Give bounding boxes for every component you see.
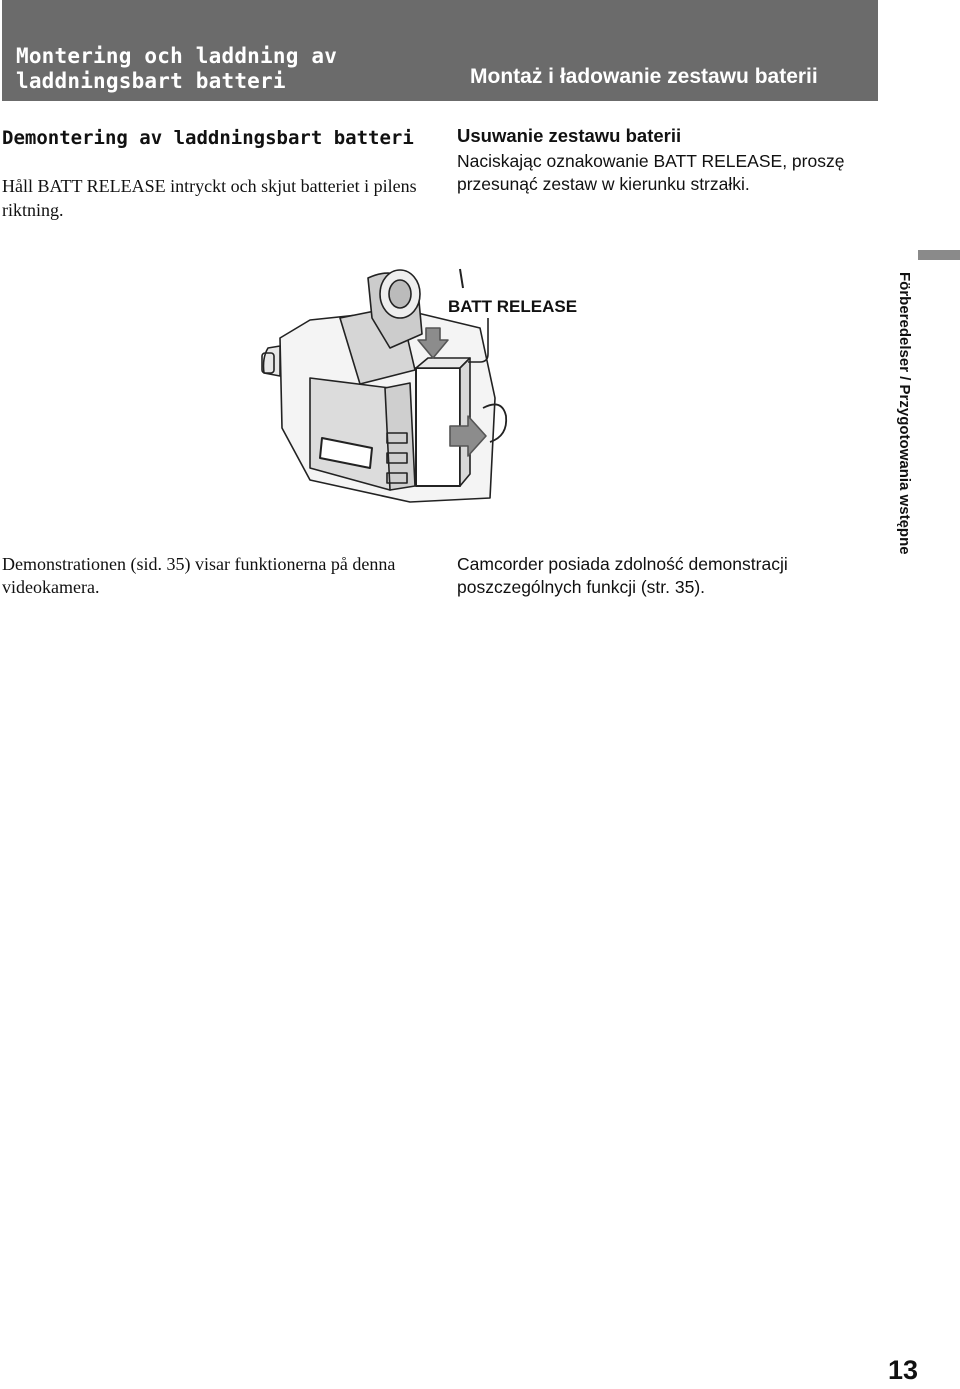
header-title-swedish: Montering och laddning av laddningsbart batteri <box>16 44 338 93</box>
camcorder-battery-illustration <box>250 258 600 518</box>
polish-body: Naciskając oznakowanie BATT RELEASE, proszę przesunąć zestaw w kierunku strzałki. <box>457 151 845 194</box>
swedish-demo-text: Demonstrationen (sid. 35) visar funktionerna på denna videokamera. <box>2 554 396 597</box>
side-tab-marker <box>918 250 960 260</box>
batt-release-label: BATT RELEASE <box>448 297 578 316</box>
swedish-body: Håll BATT RELEASE intryckt och skjut batteriet i pilens riktning. <box>2 176 417 220</box>
header-title-polish: Montaż i ładowanie zestawu baterii <box>470 65 818 88</box>
polish-demo-text: Camcorder posiada zdolność demonstracji poszczególnych funkcji (str. 35). <box>457 554 788 597</box>
page-number: 13 <box>887 1355 918 1385</box>
side-tab-label: Förberedelser / Przygotowania wstępne <box>896 272 913 555</box>
swedish-subtitle: Demontering av laddningsbart batteri <box>2 127 414 149</box>
polish-subtitle: Usuwanie zestawu baterii <box>457 125 682 146</box>
